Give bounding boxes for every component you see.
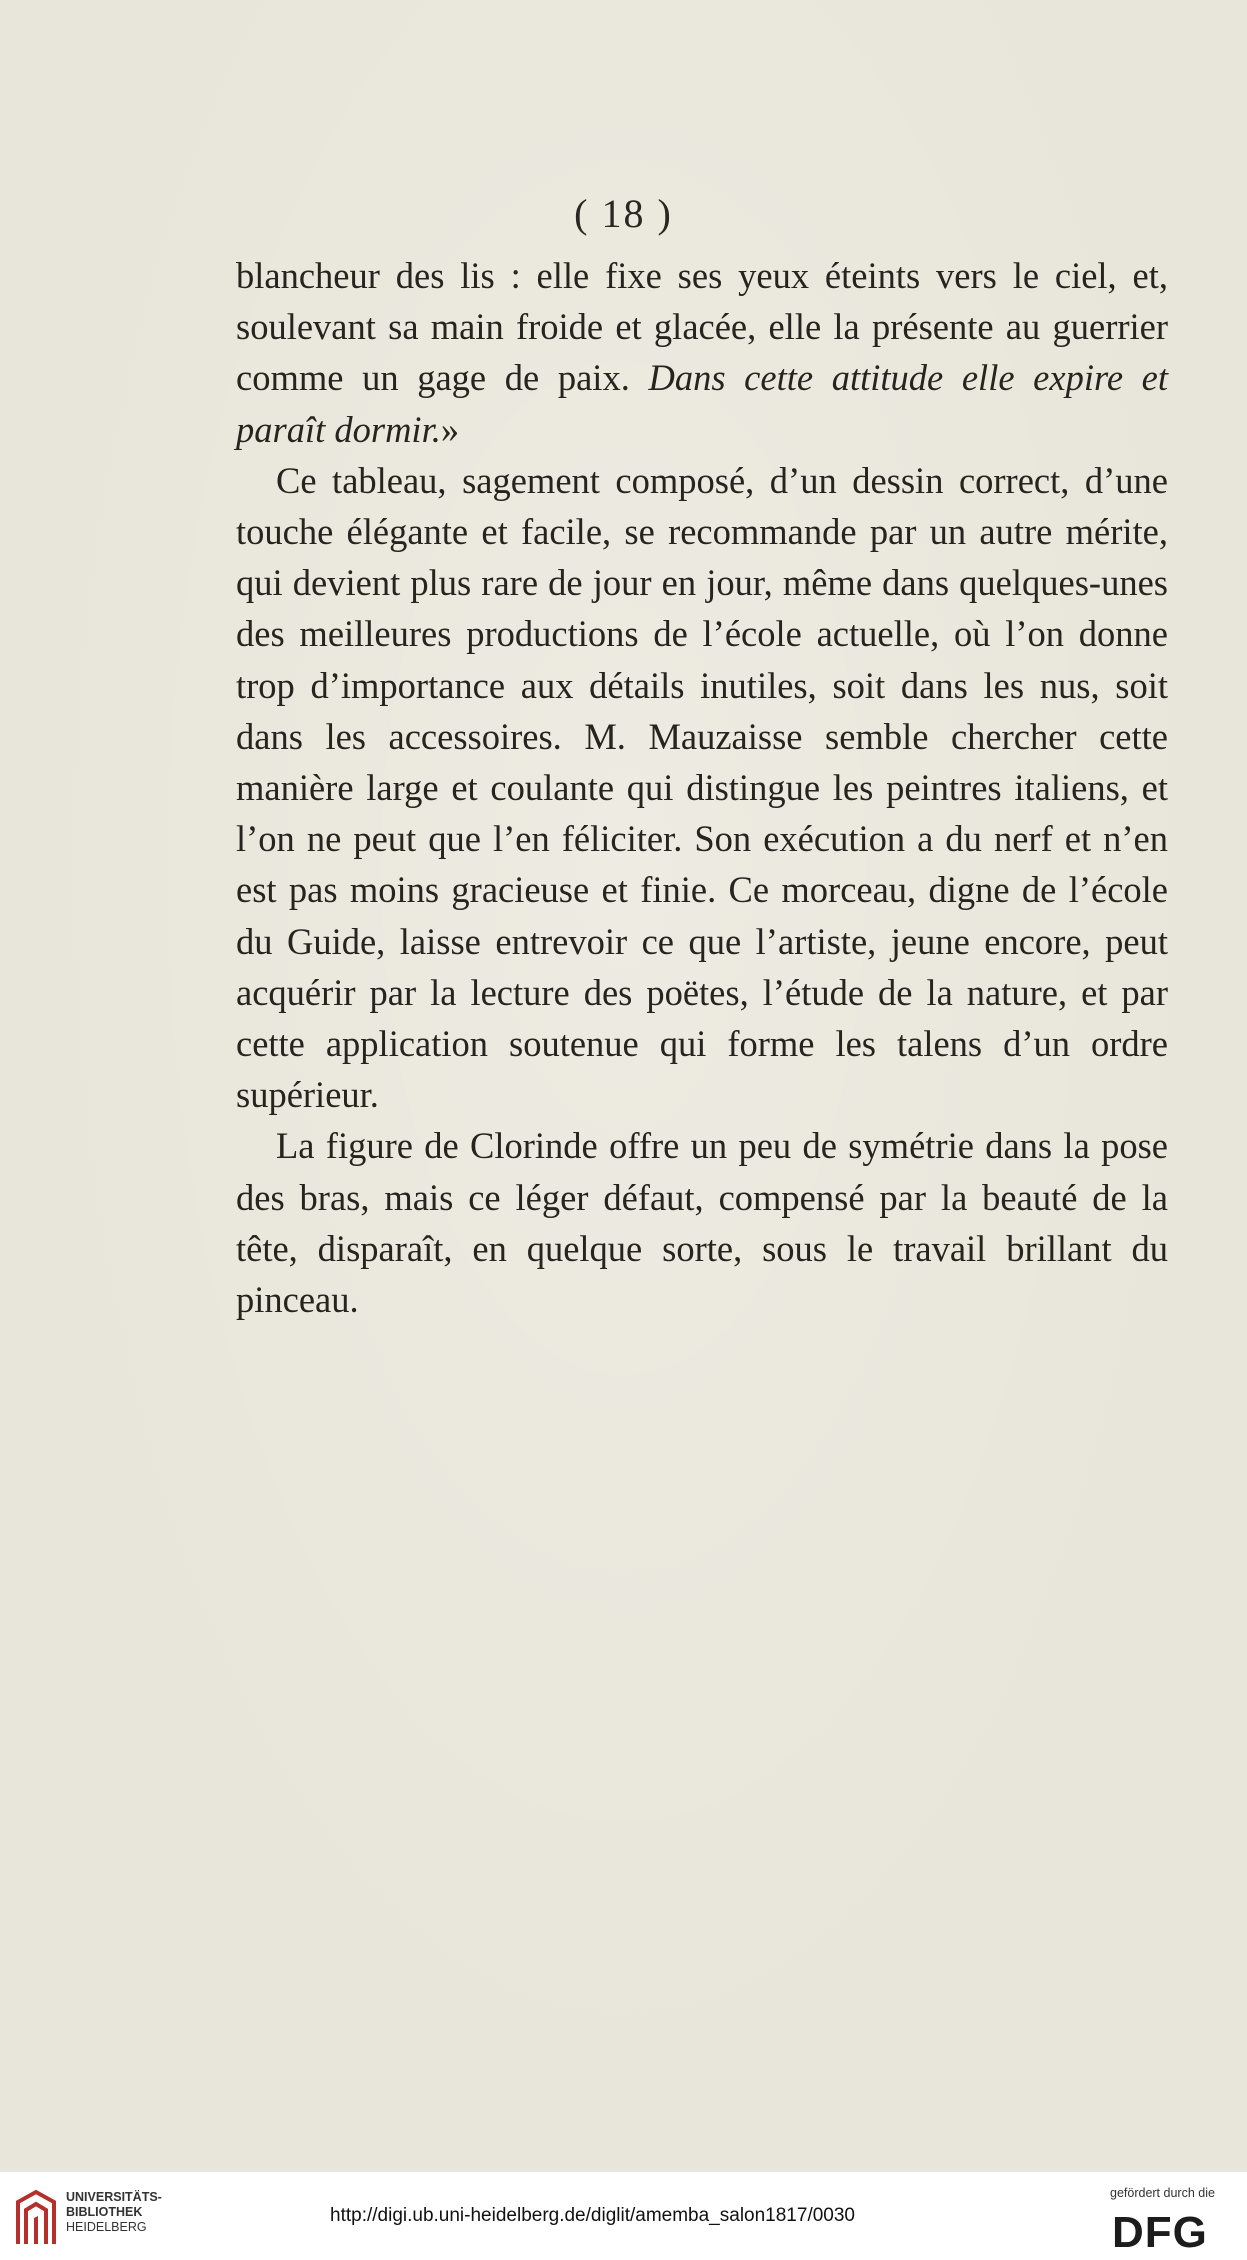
library-line-3: HEIDELBERG [66,2220,147,2234]
library-name [66,2190,162,2235]
paragraph-1-italic: Dans cette attitude elle expire et paraît dormir. [236,357,1168,450]
library-line-2: BIBLIOTHEK [66,2205,143,2219]
source-url-link[interactable]: http://digi.ub.uni-heidelberg.de/diglit/amemba_salon1817/0030 [330,2205,855,2226]
paragraph-1 [236,250,1168,455]
paragraph-1-text: blancheur des lis : elle fixe ses yeux éteints vers le ciel, et, soulevant sa main froide et glacée, elle la présente au guerrier comme un gage de paix. [236,255,1168,399]
library-line-1: UNIVERSITÄTS- [66,2190,162,2204]
paragraph-3: La figure de Clorinde offre un peu de symétrie dans la pose des bras, mais ce léger défaut, compensé par la beauté de la tête, disparaît, en quelque sorte, sous le travail brillant du pinceau. [236,1125,1168,1321]
footer-bar [0,2172,1247,2260]
ub-heidelberg-logo-icon [14,2188,58,2248]
dfg-logo: DFG [1112,2208,1208,2257]
body-text [236,250,1168,1325]
page-number: ( 18 ) [574,191,673,236]
paragraph-1-closing-quote: » [440,408,460,450]
paragraph-2: Ce tableau, sagement composé, d’un dessin correct, d’une touche élégante et facile, se recommande par un autre mérite, qui devient plus rare de jour en jour, même dans quelques-unes des meilleures productions de l’école actuelle, où l’on donne trop d’importance aux détails inutiles, soit dans les nus, soit dans les accessoires. M. Mauzaisse semble chercher cette manière large et coulante qui distingue les peintres italiens, et l’on ne peut que l’en féliciter. Son exécution a du nerf et n’en est pas moins gracieuse et finie. Ce morceau, digne de l’école du Guide, laisse entrevoir ce que l’artiste, jeune encore, peut acquérir par la lecture des poëtes, l’étude de la nature, et par cette application soutenue qui forme les talens d’un ordre supérieur. [236,459,1168,1116]
sponsor-note: gefördert durch die [1110,2186,1215,2200]
